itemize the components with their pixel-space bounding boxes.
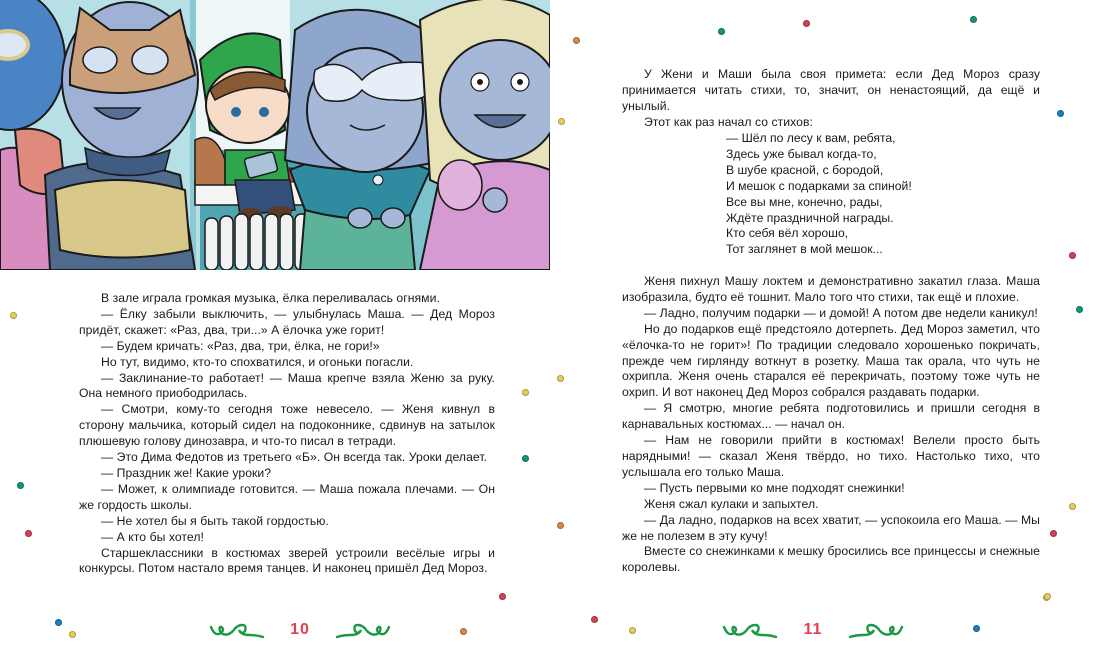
right-page bbox=[550, 0, 1100, 670]
confetti-dot-icon bbox=[522, 455, 529, 462]
illustration-costumed-children bbox=[0, 0, 550, 270]
confetti-dot-icon bbox=[55, 619, 62, 626]
poem-line: И мешок с подарками за спиной! bbox=[726, 178, 912, 193]
paragraph: Вместе со снежинками к мешку бросились все принцессы и снежные королевы. bbox=[622, 544, 1040, 575]
confetti-dot-icon bbox=[1069, 503, 1076, 510]
confetti-dot-icon bbox=[1069, 252, 1076, 259]
paragraph: — Я смотрю, многие ребята подготовились и пришли сегодня в карнавальных костюмах... — начал он. bbox=[622, 401, 1040, 432]
confetti-dot-icon bbox=[460, 628, 467, 635]
confetti-dot-icon bbox=[499, 593, 506, 600]
paragraph: Женя сжал кулаки и запыхтел. bbox=[644, 496, 819, 511]
confetti-dot-icon bbox=[1057, 110, 1064, 117]
paragraph: — Смотри, кому-то сегодня тоже невесело. — Женя кивнул в сторону мальчика, который сидел на подоконнике, сдвинув на затылок плюшевую голову динозавра, и что-то писал в тетради. bbox=[79, 402, 495, 449]
confetti-dot-icon bbox=[25, 530, 32, 537]
paragraph: — Да ладно, подарков на всех хватит, — успокоила его Маша. — Мы же не полезем в эту кучу! bbox=[622, 512, 1040, 543]
paragraph: — Праздник же! Какие уроки? bbox=[101, 465, 272, 480]
confetti-dot-icon bbox=[1050, 530, 1057, 537]
swirl-left-icon bbox=[722, 619, 778, 641]
right-page-footer bbox=[698, 612, 928, 648]
confetti-dot-icon bbox=[718, 28, 725, 35]
confetti-dot-icon bbox=[1044, 593, 1051, 600]
left-page-body-text bbox=[79, 291, 495, 577]
confetti-dot-icon bbox=[522, 389, 529, 396]
poem-line: — Шёл по лесу к вам, ребята, bbox=[726, 131, 896, 145]
poem-line: Тот заглянет в мой мешок... bbox=[726, 242, 883, 257]
paragraph: — Может, к олимпиаде готовится. — Маша пожала плечами. — Он же гордость школы. bbox=[79, 481, 495, 512]
poem-line: Здесь уже бывал когда-то, bbox=[726, 146, 877, 161]
right-page-intro-text bbox=[622, 67, 1040, 131]
paragraph: — Будем кричать: «Раз, два, три, ёлка, не гори!» bbox=[101, 338, 380, 353]
swirl-right-icon bbox=[335, 619, 391, 641]
paragraph: Старшеклассники в костюмах зверей устроили весёлые игры и конкурсы. Потом настало время танцев. И наконец пришёл Дед Мороз. bbox=[79, 545, 495, 576]
swirl-left-icon bbox=[209, 619, 265, 641]
confetti-dot-icon bbox=[69, 631, 76, 638]
paragraph: Но до подарков ещё предстояло дотерпеть. Дед Мороз заметил, что «ёлочка-то не горит»! По традиции следовало хорошенько покричать, прежде чем гирлянду воткнут в розетку. Маша так орала, что чуть не охрипла. Женя очень старался её перекричать, поэтому тоже чуть не охрип. И вот наконец Дед Мороз собрался раздавать подарки. bbox=[622, 321, 1040, 400]
paragraph: Но тут, видимо, кто-то спохватился, и огоньки погасли. bbox=[101, 354, 414, 369]
confetti-dot-icon bbox=[573, 37, 580, 44]
poem-line: В шубе красной, с бородой, bbox=[726, 162, 884, 177]
paragraph: — Пусть первыми ко мне подходят снежинки! bbox=[644, 480, 905, 495]
confetti-dot-icon bbox=[558, 118, 565, 125]
poem-line: Кто себя вёл хорошо, bbox=[726, 226, 849, 241]
paragraph: — Ёлку забыли выключить, — улыбнулась Маша. — Дед Мороз придёт, скажет: «Раз, два, три...» А ёлочка уже горит! bbox=[79, 306, 495, 337]
paragraph: В зале играла громкая музыка, ёлка переливалась огнями. bbox=[101, 291, 440, 305]
poem-line: Ждёте праздничной награды. bbox=[726, 210, 894, 225]
confetti-dot-icon bbox=[557, 522, 564, 529]
confetti-dot-icon bbox=[591, 616, 598, 623]
swirl-right-icon bbox=[848, 619, 904, 641]
confetti-dot-icon bbox=[970, 16, 977, 23]
confetti-dot-icon bbox=[17, 482, 24, 489]
costume-party-illustration bbox=[0, 0, 550, 270]
confetti-dot-icon bbox=[629, 627, 636, 634]
right-page-body-text bbox=[622, 274, 1040, 576]
paragraph: — Нам не говорили прийти в костюмах! Велели просто быть нарядными! — сказал Женя твёрдо, но тихо. Настолько тихо, что услышала его только Маша. bbox=[622, 433, 1040, 479]
paragraph: — Это Дима Федотов из третьего «Б». Он всегда так. Уроки делает. bbox=[101, 450, 488, 465]
paragraph: — Заклинание-то работает! — Маша крепче взяла Женю за руку. Она немного приободрилась. bbox=[79, 370, 495, 401]
paragraph: Этот как раз начал со стихов: bbox=[644, 114, 813, 129]
paragraph: Женя пихнул Машу локтем и демонстративно закатил глаза. Маша изобразила, будто её тошнит. Мало того что стихи, так ещё и плохие. bbox=[622, 274, 1040, 304]
page-number-left: 10 bbox=[290, 621, 310, 638]
confetti-dot-icon bbox=[1076, 306, 1083, 313]
left-page-footer bbox=[185, 612, 415, 648]
confetti-dot-icon bbox=[973, 625, 980, 632]
confetti-dot-icon bbox=[557, 375, 564, 382]
paragraph: — А кто бы хотел! bbox=[101, 529, 204, 544]
confetti-dot-icon bbox=[803, 20, 810, 27]
paragraph: — Ладно, получим подарки — и домой! А потом две недели каникул! bbox=[644, 305, 1038, 320]
paragraph: У Жени и Маши была своя примета: если Дед Мороз сразу принимается читать стихи, то, значит, он ненастоящий, да ещё и унылый. bbox=[622, 67, 1040, 113]
santa-poem bbox=[726, 131, 946, 258]
confetti-dot-icon bbox=[10, 312, 17, 319]
paragraph: — Не хотел бы я быть такой гордостью. bbox=[101, 513, 329, 528]
page-number-right: 11 bbox=[803, 621, 823, 638]
poem-line: Все вы мне, конечно, рады, bbox=[726, 194, 883, 209]
